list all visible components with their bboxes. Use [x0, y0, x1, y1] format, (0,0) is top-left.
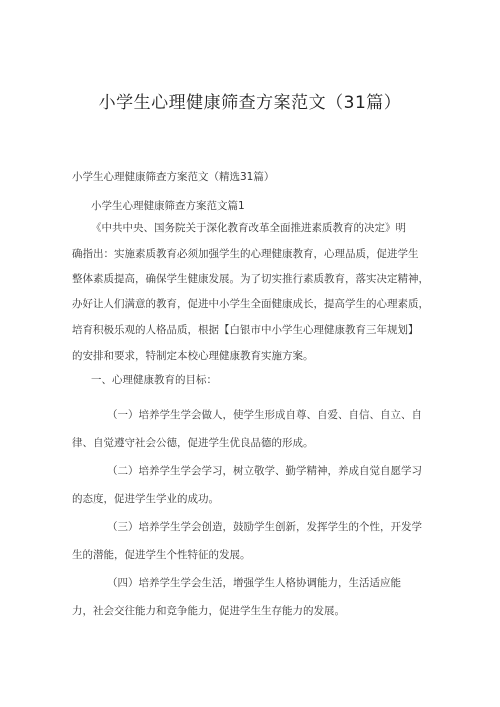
article-heading: 小学生心理健康筛查方案范文篇1 — [91, 200, 245, 212]
goal-item-line: 的态度，促进学生学业的成功。 — [72, 493, 219, 505]
goal-item-line: （一）培养学生学会做人，使学生形成自尊、自爱、自信、自立、自 — [107, 409, 422, 421]
goal-item-line: 力，社会交往能力和竞争能力，促进学生生存能力的发展。 — [72, 605, 345, 617]
goal-item-line: （三）培养学生学会创造，鼓励学生创新，发挥学生的个性，开发学 — [107, 521, 422, 533]
document-title: 小学生心理健康筛查方案范文（31篇） — [98, 93, 402, 113]
intro-line: 的安排和要求，特制定本校心理健康教育实施方案。 — [72, 350, 314, 362]
document-subtitle: 小学生心理健康筛查方案范文（精选31篇） — [72, 171, 275, 183]
goal-item-line: （二）培养学生学会学习，树立敬学、勤学精神，养成自觉自愿学习 — [107, 465, 422, 477]
intro-line: 办好让人们满意的教育，促进中小学生全面健康成长，提高学生的心理素质， — [72, 298, 429, 310]
intro-line: 《中共中央、国务院关于深化教育改革全面推进素质教育的决定》明 — [91, 222, 406, 234]
section-heading: 一、心理健康教育的目标： — [91, 374, 217, 386]
intro-line: 整体素质提高，确保学生健康发展。为了切实推行素质教育，落实决定精神， — [72, 273, 429, 285]
goal-item-line: 生的潜能，促进学生个性特征的发展。 — [72, 549, 251, 561]
intro-line: 培育积极乐观的人格品质，根据【白银市中小学生心理健康教育三年规划】 — [72, 324, 419, 336]
goal-item-line: 律、自觉遵守社会公德，促进学生优良品德的形成。 — [72, 437, 314, 449]
intro-line: 确指出：实施素质教育必须加强学生的心理健康教育，心理品质，促进学生 — [72, 248, 419, 260]
goal-item-line: （四）培养学生学会生活，增强学生人格协调能力，生活适应能 — [107, 577, 401, 589]
